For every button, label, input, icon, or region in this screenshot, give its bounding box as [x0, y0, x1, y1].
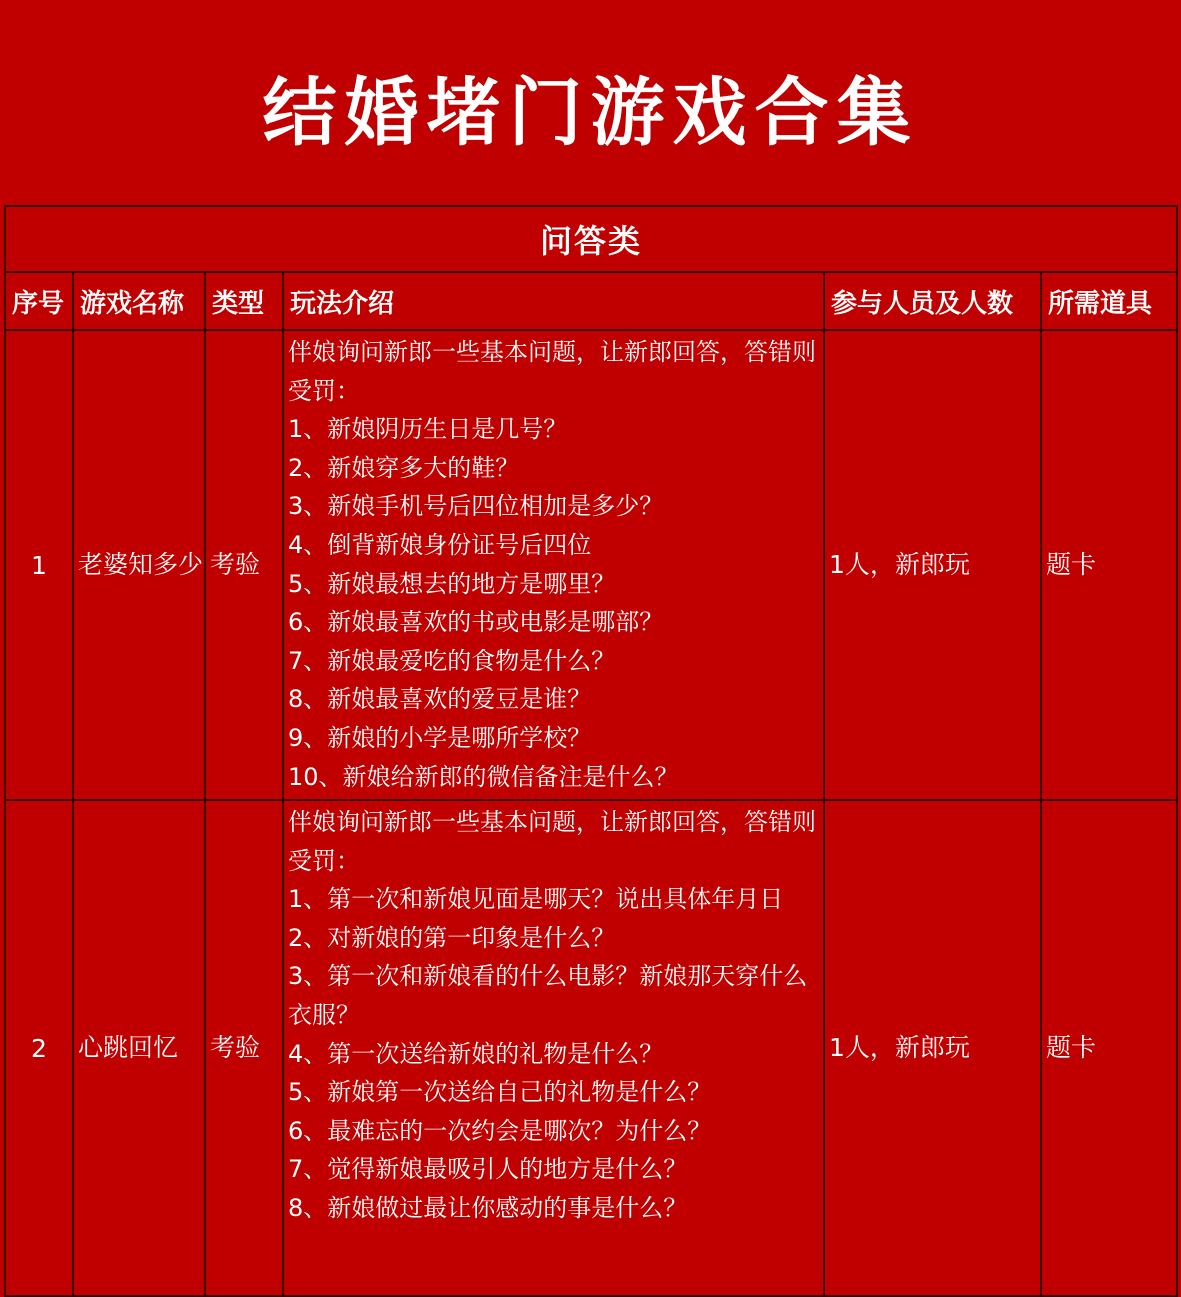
section-row: [5, 206, 1177, 272]
intro-line: 3、新娘手机号后四位相加是多少？: [288, 492, 664, 521]
intro-line: 5、新娘最想去的地方是哪里？: [288, 569, 616, 598]
intro-line: 伴娘询问新郎一些基本问题，让新郎回答，答错则受罚：: [288, 338, 816, 405]
intro-line: 5、新娘第一次送给自己的礼物是什么？: [288, 1078, 712, 1107]
game-name: 老婆知多少: [73, 330, 205, 800]
intro-line: 7、新娘最爱吃的食物是什么？: [288, 646, 616, 675]
intro-line: 6、最难忘的一次约会是哪次？为什么？: [288, 1116, 712, 1145]
game-participants: 1人，新郎玩: [824, 800, 1041, 1296]
page-title: 结婚堵门游戏合集: [262, 69, 919, 156]
header-intro: 玩法介绍: [283, 272, 824, 330]
games-table: [4, 205, 1178, 1297]
intro-line: 7、觉得新娘最吸引人的地方是什么？: [288, 1155, 688, 1184]
row-number: 1: [5, 330, 73, 800]
header-participants: 参与人员及人数: [824, 272, 1041, 330]
intro-line: 8、新娘做过最让你感动的事是什么？: [288, 1193, 688, 1222]
intro-line: 1、新娘阴历生日是几号？: [288, 415, 568, 444]
intro-line: 4、倒背新娘身份证号后四位: [288, 530, 592, 559]
header-no: 序号: [5, 272, 73, 330]
header-type: 类型: [205, 272, 283, 330]
header-row: [5, 272, 1177, 330]
section-title: 问答类: [5, 206, 1177, 272]
table-row: [5, 800, 1177, 1296]
intro-line: 2、对新娘的第一印象是什么？: [288, 923, 616, 952]
game-name: 心跳回忆: [73, 800, 205, 1296]
row-number: 2: [5, 800, 73, 1296]
intro-line: 1、第一次和新娘见面是哪天？说出具体年月日: [288, 885, 784, 914]
intro-line: 9、新娘的小学是哪所学校？: [288, 723, 592, 752]
game-props: 题卡: [1041, 800, 1177, 1296]
intro-line: 8、新娘最喜欢的爱豆是谁？: [288, 685, 592, 714]
game-type: 考验: [205, 800, 283, 1296]
intro-line: 伴娘询问新郎一些基本问题，让新郎回答，答错则受罚：: [288, 808, 816, 875]
intro-line: 6、新娘最喜欢的书或电影是哪部？: [288, 608, 664, 637]
intro-line: 10、新娘给新郎的微信备注是什么？: [288, 762, 679, 791]
header-name: 游戏名称: [73, 272, 205, 330]
intro-line: 2、新娘穿多大的鞋？: [288, 453, 520, 482]
table-row: [5, 330, 1177, 800]
intro-line: 3、第一次和新娘看的什么电影？新娘那天穿什么衣服？: [288, 962, 808, 1029]
game-participants: 1人，新郎玩: [824, 330, 1041, 800]
intro-line: 4、第一次送给新娘的礼物是什么？: [288, 1039, 664, 1068]
game-props: 题卡: [1041, 330, 1177, 800]
header-props: 所需道具: [1041, 272, 1177, 330]
game-intro: [283, 330, 824, 800]
game-intro: [283, 800, 824, 1296]
game-type: 考验: [205, 330, 283, 800]
